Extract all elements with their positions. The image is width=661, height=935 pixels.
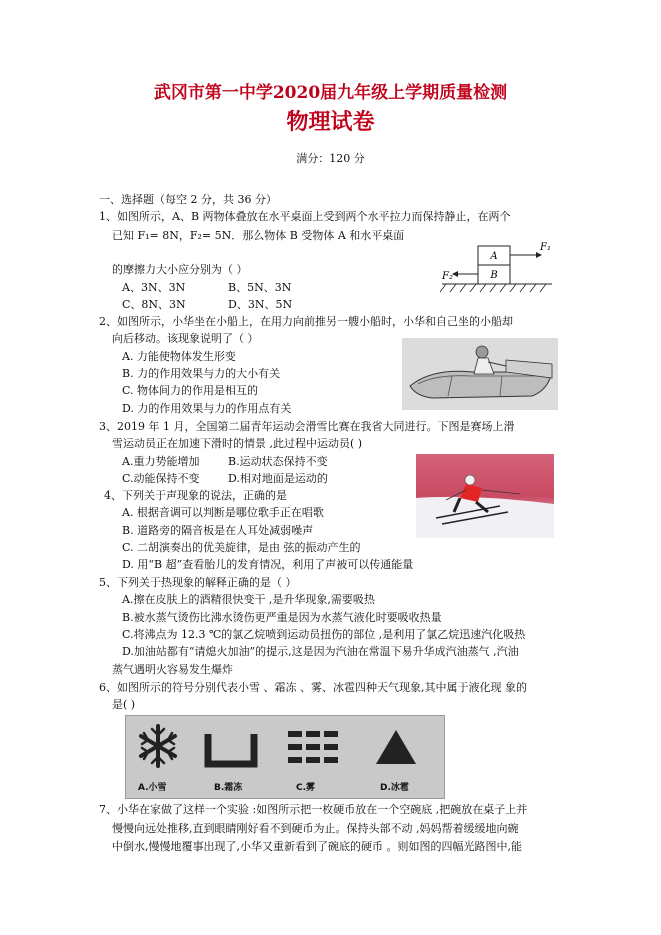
q1-line3: 的摩擦力大小应分别为（ ）: [112, 263, 248, 276]
q1-line2: 已知 F₁= 8N，F₂= 5N．那么物体 B 受物体 A 和水平桌面: [112, 229, 405, 242]
q3-line1: 3、2019 年 1 月，全国第二届青年运动会滑雪比赛在我省大同进行。下图是赛场上滑: [99, 420, 515, 433]
q3-option-a: A.重力势能增加: [122, 455, 200, 468]
q5-option-d-line1: D.加油站都有“请熄火加油”的提示,这是因为汽油在常温下易升华成汽油蒸气 ,汽油: [122, 645, 519, 658]
q2-line1: 2、如图所示，小华坐在小船上，在用力向前推另一艘小船时，小华和自己坐的小船却: [99, 315, 513, 328]
hail-icon: [376, 730, 416, 764]
q1-label-f2: F₂: [442, 271, 453, 282]
q6-label-c: C.雾: [296, 783, 316, 793]
q6-line2: 是( ): [112, 698, 136, 711]
q6-line1: 6、如图所示的符号分别代表小雪 、霜冻 、雾、冰雹四种天气现象,其中属于液化现 象的: [99, 681, 527, 694]
q6-label-b: B.霜冻: [214, 783, 243, 793]
q2-option-c: C. 物体间力的作用是相互的: [122, 384, 259, 397]
q6-weather-symbols: [125, 715, 445, 799]
q1-block-figure: [436, 240, 556, 296]
fog-icon: [288, 731, 338, 763]
q1-option-a: A、3N、3N: [122, 281, 186, 294]
q7-line2: 慢慢向远处推移,直到眼睛刚好看不到硬币为止。保持头部不动 ,妈妈帮着缓缓地向碗: [112, 822, 519, 835]
q7-line3: 中倒水,慢慢地覆事出现了,小华又重新看到了碗底的硬币 。则如图的四幅光路图中,能: [112, 840, 522, 853]
q2-boat-illustration: [402, 338, 558, 410]
q4-option-b: B. 道路旁的隔音板是在人耳处减弱噪声: [122, 524, 314, 537]
q1-option-b: B、5N、3N: [228, 281, 292, 294]
q5-option-b: B.被水蒸气烫伤比沸水烫伤更严重是因为水蒸气液化时要吸收热量: [122, 611, 442, 624]
score-line: 满分：120 分: [296, 152, 365, 165]
q5-option-a: A.擦在皮肤上的酒精很快变干 ,是升华现象,需要吸热: [122, 593, 375, 606]
q3-skier-photo: [416, 454, 554, 538]
q4-option-d: D. 用“B 超”查看胎儿的发育情况，利用了声被可以传通能量: [122, 558, 414, 571]
q3-option-c: C.动能保持不变: [122, 472, 200, 485]
q2-option-a: A. 力能使物体发生形变: [122, 350, 236, 363]
q6-label-d: D.冰雹: [380, 783, 409, 793]
q1-label-a: A: [490, 251, 498, 262]
q5-option-c: C.将沸点为 12.3 ℃的氯乙烷喷到运动员扭伤的部位 ,是利用了氯乙烷迅速汽化吸热: [122, 628, 526, 641]
q1-label-f1: F₁: [540, 242, 551, 253]
q5-option-d-line2: 蒸气遇明火容易发生爆炸: [112, 663, 233, 676]
q4-option-c: C. 二胡演奏出的优美旋律，是由 弦的振动产生的: [122, 541, 361, 554]
q1-option-c: C、8N、3N: [122, 298, 186, 311]
q1-line1: 1、如图所示，A、B 两物体叠放在水平桌面上受到两个水平拉力而保持静止，在两个: [99, 210, 511, 223]
q1-label-b: B: [490, 270, 498, 281]
q6-label-a: A.小雪: [138, 783, 167, 793]
title-line2: 物理试卷: [286, 109, 375, 135]
q1-option-d: D、3N、5N: [228, 298, 293, 311]
q2-line2: 向后移动。该现象说明了（ ）: [112, 332, 259, 345]
q4-line1: 4、下列关于声现象的说法，正确的是: [104, 489, 287, 502]
q3-option-d: D.相对地面是运动的: [228, 472, 328, 485]
q5-line1: 5、下列关于热现象的解释正确的是（ ）: [99, 576, 297, 589]
section-heading: 一、选择题（每空 2 分，共 36 分）: [99, 193, 277, 206]
q3-option-b: B.运动状态保持不变: [228, 455, 328, 468]
q3-line2: 雪运动员正在加速下滑时的情景 ,此过程中运动员( ): [112, 437, 363, 450]
q2-option-b: B. 力的作用效果与力的大小有关: [122, 367, 281, 380]
snowflake-icon: [141, 726, 175, 766]
q7-line1: 7、小华在家做了这样一个实验 :如图所示把一枚硬币放在一个空碗底 ,把碗放在桌子上并: [99, 803, 528, 816]
q2-option-d: D. 力的作用效果与力的作用点有关: [122, 402, 292, 415]
frost-icon: [208, 734, 254, 764]
q4-option-a: A. 根据音调可以判断是哪位歌手正在唱歌: [122, 506, 324, 519]
title-line1: 武冈市第一中学2020届九年级上学期质量检测: [153, 83, 508, 103]
